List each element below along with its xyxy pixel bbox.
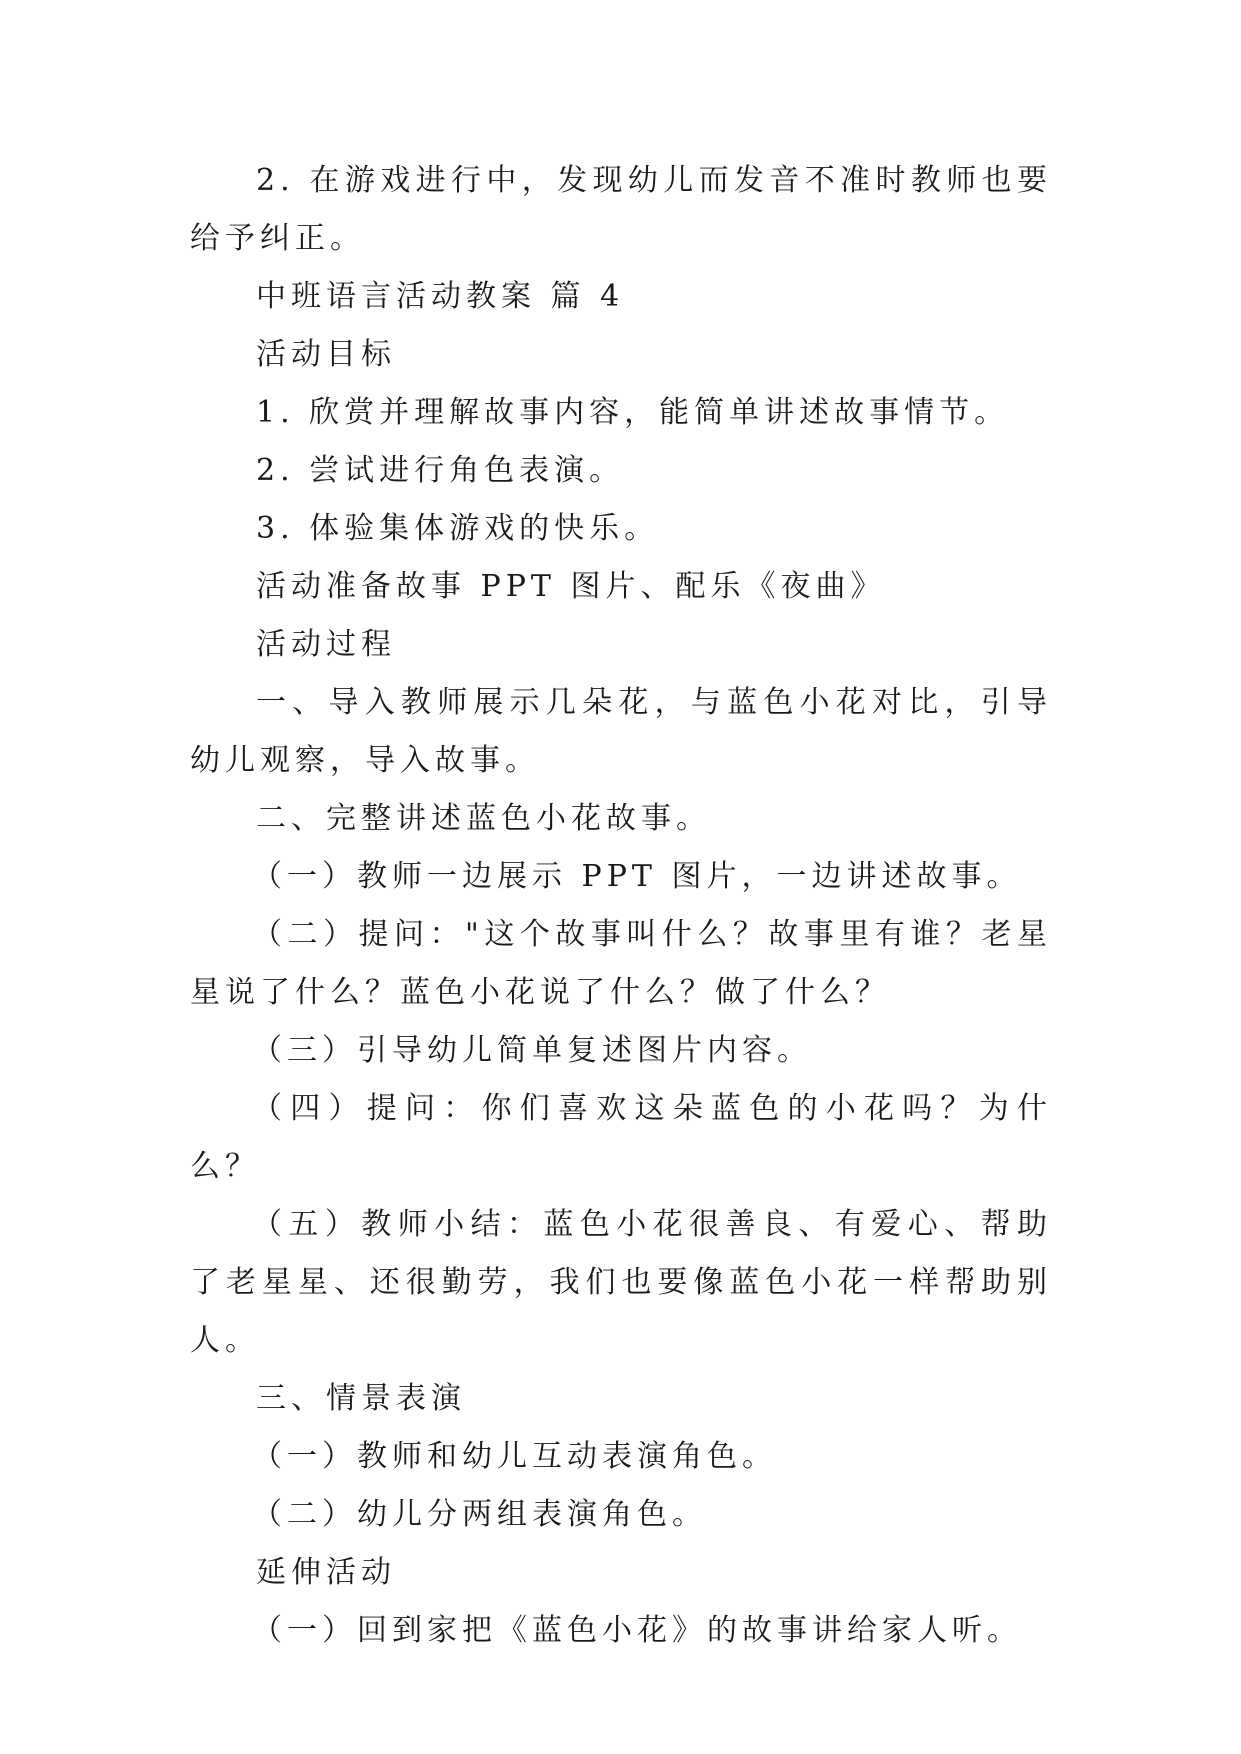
process-substep: （二）幼儿分两组表演角色。 bbox=[252, 1497, 707, 1532]
goal-item: 2. 尝试进行角色表演。 bbox=[256, 453, 625, 488]
process-step: 一、导入教师展示几朵花，与蓝色小花对比，引导幼儿观察，导入故事。 bbox=[190, 685, 1052, 778]
process-substep: （四）提问：你们喜欢这朵蓝色的小花吗？为什么？ bbox=[190, 1091, 1052, 1184]
process-substep: （三）引导幼儿简单复述图片内容。 bbox=[252, 1033, 812, 1068]
process-substep: （二）提问："这个故事叫什么？故事里有谁？老星星说了什么？蓝色小花说了什么？做了什么？ bbox=[190, 917, 1052, 1010]
paragraph-correction-note: 2. 在游戏进行中，发现幼儿而发音不准时教师也要给予纠正。 bbox=[190, 163, 1052, 256]
goal-item: 1. 欣赏并理解故事内容，能简单讲述故事情节。 bbox=[256, 395, 1010, 430]
process-step: 二、完整讲述蓝色小花故事。 bbox=[256, 801, 711, 836]
process-substep: （五）教师小结：蓝色小花很善良、有爱心、帮助了老星星、还很勤劳，我们也要像蓝色小花一样帮助别人。 bbox=[190, 1207, 1052, 1358]
process-substep: （一）教师和幼儿互动表演角色。 bbox=[252, 1439, 777, 1474]
goal-item: 3. 体验集体游戏的快乐。 bbox=[256, 511, 660, 546]
process-substep: （一）教师一边展示 PPT 图片，一边讲述故事。 bbox=[252, 859, 1022, 894]
section-title: 中班语言活动教案 篇 4 bbox=[256, 279, 625, 314]
heading-activity-goals: 活动目标 bbox=[256, 337, 396, 372]
heading-activity-process: 活动过程 bbox=[256, 627, 396, 662]
document-body bbox=[190, 152, 1052, 1660]
heading-extension-activity: 延伸活动 bbox=[256, 1555, 396, 1590]
activity-preparation: 活动准备故事 PPT 图片、配乐《夜曲》 bbox=[256, 569, 886, 604]
extension-item: （一）回到家把《蓝色小花》的故事讲给家人听。 bbox=[252, 1613, 1022, 1648]
process-step: 三、情景表演 bbox=[256, 1381, 466, 1416]
